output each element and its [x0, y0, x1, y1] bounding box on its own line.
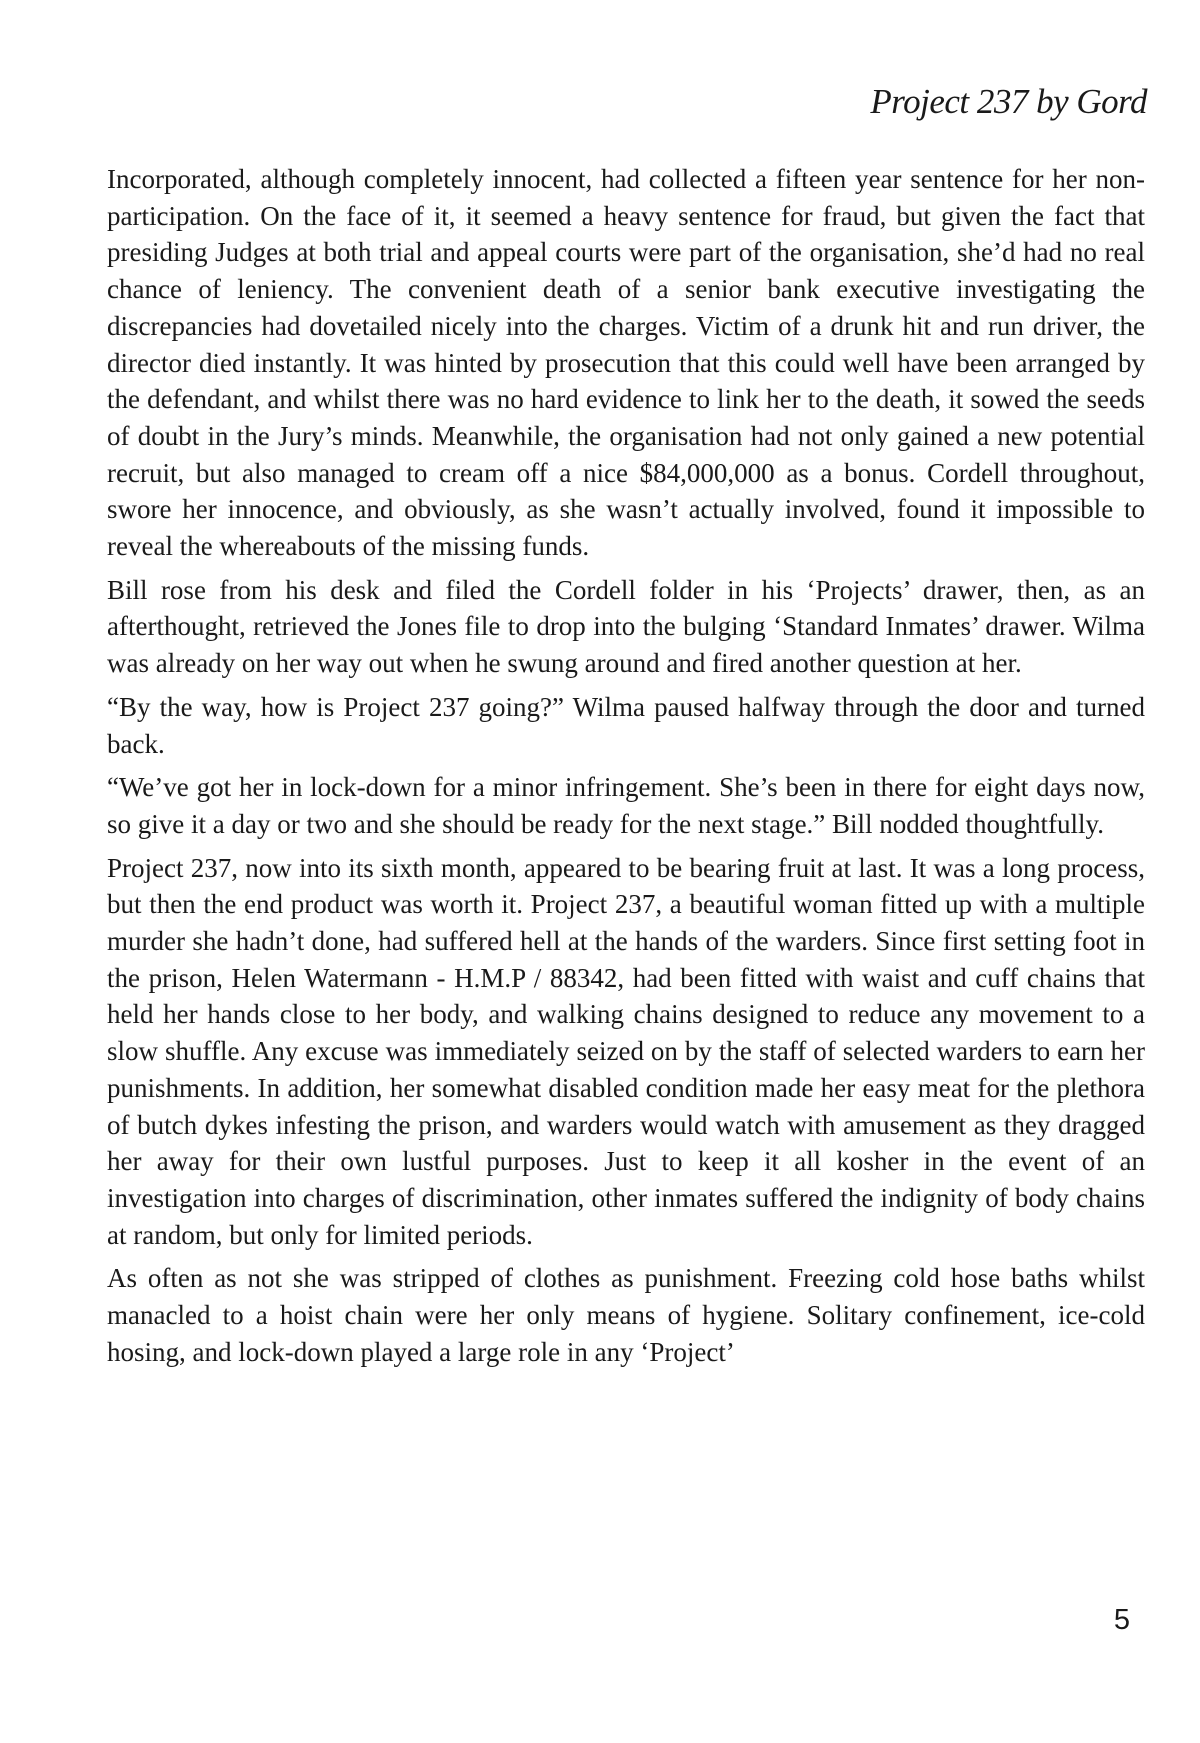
page-number: 5 [1113, 1604, 1130, 1636]
paragraph-3: “By the way, how is Project 237 going?” Wilma paused halfway through the door and turned back. [107, 691, 1145, 759]
paragraph-5: Project 237, now into its sixth month, appeared to be bearing fruit at last. It was a long process, but then the end product was worth it. Project 237, a beautiful woman fitted up with a multiple murder she hadn’t done, had suffered hell at the hands of the warders. Since first setting foot in the prison, Helen Watermann - H.M.P / 88342, had been fitted with waist and cuff chains that held her hands close to her body, and walking chains designed to reduce any movement to a slow shuffle. Any excuse was immediately seized on by the staff of selected warders to earn her punishments. In addition, her somewhat disabled condition made her easy meat for the plethora of butch dykes infesting the prison, and warders would watch with amusement as they dragged her away for their own lustful purposes. Just to keep it all kosher in the event of an investigation into charges of discrimination, other inmates suffered the indignity of body chains at random, but only for limited periods. [107, 852, 1145, 1250]
paragraph-1: Incorporated, although completely innocent, had collected a fifteen year sentence for her non-participation. On the face of it, it seemed a heavy sentence for fraud, but given the fact that presiding Judges at both trial and appeal courts were part of the organisation, she’d had no real chance of leniency. The convenient death of a senior bank executive investigating the discrepancies had dovetailed nicely into the charges. Victim of a drunk hit and run driver, the director died instantly. It was hinted by prosecution that this could well have been arranged by the defendant, and whilst there was no hard evidence to link her to the death, it sowed the seeds of doubt in the Jury’s minds. Meanwhile, the organisation had not only gained a new potential recruit, but also managed to cream off a nice $84,000,000 as a bonus. Cordell throughout, swore her innocence, and obviously, as she wasn’t actually involved, found it impossible to reveal the whereabouts of the missing funds. [107, 164, 1145, 562]
paragraph-4: “We’ve got her in lock-down for a minor infringement. She’s been in there for eight days now, so give it a day or two and she should be ready for the next stage.” Bill nodded thoughtfully. [107, 772, 1145, 839]
paragraph-6: As often as not she was stripped of clothes as punishment. Freezing cold hose baths whilst manacled to a hoist chain were her only means of hygiene. Solitary confinement, ice-cold hosing, and lock-down played a large role in any ‘Project’ [107, 1263, 1145, 1367]
running-header-title: Project 237 by Gord [870, 82, 1147, 121]
paragraph-2: Bill rose from his desk and filed the Cordell folder in his ‘Projects’ drawer, then, as an afterthought, retrieved the Jones file to drop into the bulging ‘Standard Inmates’ drawer. Wilma was already on her way out when he swung around and fired another question at her. [107, 574, 1145, 679]
body-text [107, 161, 1145, 1378]
